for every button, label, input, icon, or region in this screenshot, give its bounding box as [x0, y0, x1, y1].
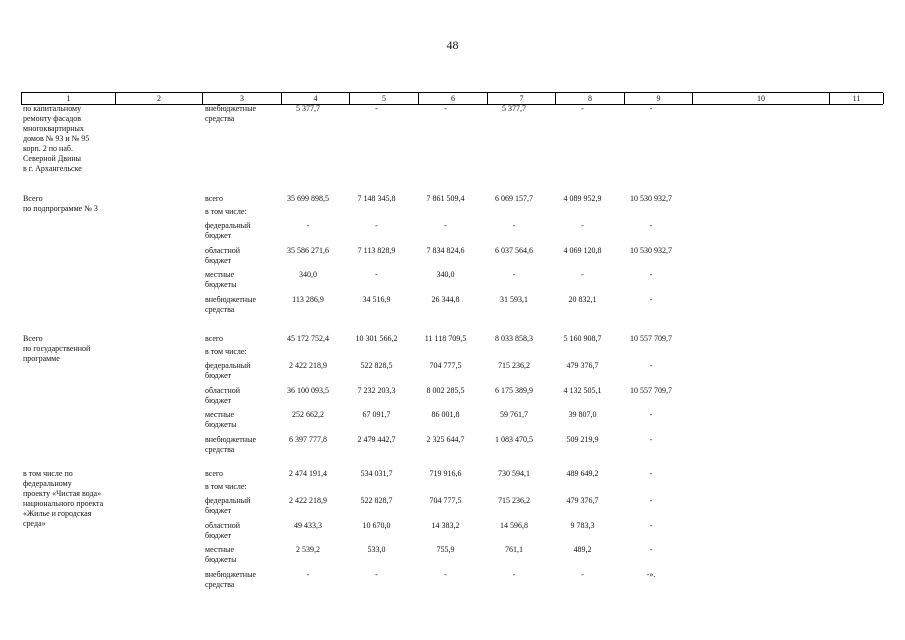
value-cell: - [649, 410, 653, 419]
value-cell: 719 916,6 [429, 469, 462, 478]
value-cell: 49 433,3 [294, 521, 322, 530]
value-cell: 2 325 644,7 [426, 435, 465, 444]
header-cell-2: 2 [115, 93, 202, 104]
value-cell: - [649, 435, 653, 444]
value-cell: 36 100 093,5 [287, 386, 329, 395]
funding-source-label: внебюджетные средства [205, 295, 256, 314]
value-cell: - [581, 570, 584, 579]
section-label: по капитальному ремонту фасадов многоквартирных домов № 93 и № 95 корп. 2 по наб. Северной Двины в г. Архангельске [23, 104, 90, 173]
value-cell: - [375, 270, 378, 279]
value-cell: - [649, 496, 653, 505]
value-cell: - [649, 545, 653, 554]
value-cell: 7 232 203,3 [357, 386, 396, 395]
funding-source-label: федеральный бюджет [205, 221, 251, 240]
value-cell: 8 002 285,5 [426, 386, 465, 395]
funding-source-label: областной бюджет [205, 521, 241, 540]
value-cell: - [306, 221, 310, 230]
value-cell: 533,0 [367, 545, 386, 554]
value-cell: -». [646, 570, 656, 579]
funding-source-label: в том числе: [205, 207, 247, 216]
value-cell: 2 422 218,9 [289, 361, 327, 370]
value-cell: 730 594,1 [498, 469, 530, 478]
value-cell: 35 586 271,6 [287, 246, 329, 255]
section-label: Всего по государственной программе [23, 334, 91, 363]
value-cell: - [512, 270, 516, 279]
value-cell: 755,9 [436, 545, 455, 554]
value-cell: 534 031,7 [360, 469, 393, 478]
funding-source-label: всего [205, 194, 224, 203]
value-cell: 7 148 345,8 [357, 194, 396, 203]
value-cell: 704 777,5 [429, 361, 462, 370]
header-cell-9: 9 [624, 93, 692, 104]
value-cell: 4 132 505,1 [563, 386, 602, 395]
value-cell: 10 557 709,7 [630, 334, 672, 343]
value-cell: - [512, 221, 516, 230]
value-cell: - [649, 521, 653, 530]
value-cell: - [649, 270, 653, 279]
funding-source-label: всего [205, 469, 224, 478]
funding-source-label: местные бюджеты [205, 270, 237, 289]
value-cell: 489,2 [573, 545, 592, 554]
funding-source-label: местные бюджеты [205, 545, 237, 564]
value-cell: 14 596,8 [500, 521, 528, 530]
value-cell: 704 777,5 [429, 496, 462, 505]
value-cell: 86 001,8 [431, 410, 460, 419]
value-cell: 340,0 [436, 270, 455, 279]
value-cell: 4 089 952,9 [563, 194, 602, 203]
value-cell: - [649, 469, 653, 478]
value-cell: 6 175 389,9 [495, 386, 533, 395]
value-cell: 31 593,1 [500, 295, 528, 304]
value-cell: 7 113 828,9 [357, 246, 396, 255]
value-cell: - [649, 361, 653, 370]
value-cell: 340,0 [299, 270, 317, 279]
funding-source-label: федеральный бюджет [205, 361, 251, 380]
value-cell: - [649, 221, 653, 230]
value-cell: 35 699 898,5 [287, 194, 329, 203]
value-cell: 5 377,7 [296, 104, 320, 113]
value-cell: 479 376,7 [566, 496, 599, 505]
value-cell: 6 069 157,7 [495, 194, 533, 203]
value-cell: 45 172 752,4 [287, 334, 329, 343]
funding-source-label: в том числе: [205, 482, 247, 491]
value-cell: 39 807,0 [568, 410, 597, 419]
funding-source-label: внебюджетные средства [205, 435, 256, 454]
funding-source-label: всего [205, 334, 224, 343]
header-cell-1: 1 [21, 93, 115, 104]
funding-source-label: областной бюджет [205, 246, 241, 265]
value-cell: 9 783,3 [570, 521, 595, 530]
value-cell: - [375, 570, 378, 579]
value-cell: 5 377,7 [502, 104, 526, 113]
value-cell: 252 662,2 [292, 410, 324, 419]
funding-source-label: внебюджетные средства [205, 570, 256, 589]
value-cell: 20 832,1 [568, 295, 597, 304]
value-cell: 7 861 509,4 [426, 194, 465, 203]
header-cell-5: 5 [349, 93, 418, 104]
value-cell: 14 383,2 [431, 521, 460, 530]
value-cell: 10 530 932,7 [630, 194, 672, 203]
value-cell: - [649, 104, 653, 113]
value-cell: 10 301 566,2 [355, 334, 398, 343]
value-cell: 10 557 709,7 [630, 386, 672, 395]
header-cell-10: 10 [692, 93, 829, 104]
value-cell: 11 118 709,5 [424, 334, 467, 343]
section-label: Всего по подпрограмме № 3 [23, 194, 98, 213]
value-cell: 113 286,9 [292, 295, 324, 304]
value-cell: 489 649,2 [566, 469, 599, 478]
funding-source-label: в том числе: [205, 347, 247, 356]
value-cell: 479 376,7 [566, 361, 599, 370]
value-cell: 2 479 442,7 [357, 435, 396, 444]
value-cell: - [581, 221, 584, 230]
value-cell: 6 397 777,8 [289, 435, 327, 444]
value-cell: 2 539,2 [296, 545, 320, 554]
funding-source-label: внебюджетные средства [205, 104, 256, 123]
value-cell: - [375, 221, 378, 230]
header-cell-8: 8 [555, 93, 624, 104]
header-cell-7: 7 [487, 93, 555, 104]
value-cell: - [512, 570, 516, 579]
value-cell: 59 761,7 [500, 410, 528, 419]
page-number: 48 [446, 38, 459, 52]
value-cell: - [375, 104, 378, 113]
value-cell: 10 670,0 [362, 521, 391, 530]
header-cell-3: 3 [202, 93, 281, 104]
value-cell: 5 160 908,7 [563, 334, 602, 343]
value-cell: 6 037 564,6 [495, 246, 533, 255]
funding-source-label: местные бюджеты [205, 410, 237, 429]
header-cell-6: 6 [418, 93, 487, 104]
value-cell: - [581, 104, 584, 113]
value-cell: 761,1 [505, 545, 523, 554]
value-cell: - [444, 104, 447, 113]
value-cell: 522 828,7 [360, 496, 393, 505]
section-label: в том числе по федеральному проекту «Чистая вода» национального проекта «Жилье и городская среда» [23, 469, 104, 528]
value-cell: 10 530 932,7 [630, 246, 672, 255]
value-cell: 509 219,9 [566, 435, 599, 444]
value-cell: - [444, 570, 447, 579]
value-cell: - [581, 270, 584, 279]
funding-source-label: федеральный бюджет [205, 496, 251, 515]
value-cell: 34 516,9 [362, 295, 391, 304]
value-cell: - [306, 570, 310, 579]
value-cell: 715 236,2 [498, 361, 530, 370]
value-cell: 2 474 191,4 [289, 469, 327, 478]
value-cell: 26 344,8 [431, 295, 460, 304]
value-cell: 7 834 824,6 [426, 246, 465, 255]
value-cell: - [649, 295, 653, 304]
header-cell-11: 11 [829, 93, 884, 104]
value-cell: 4 069 120,8 [563, 246, 602, 255]
funding-source-label: областной бюджет [205, 386, 241, 405]
value-cell: - [444, 221, 447, 230]
value-cell: 2 422 218,9 [289, 496, 327, 505]
value-cell: 1 083 470,5 [495, 435, 533, 444]
value-cell: 715 236,2 [498, 496, 530, 505]
header-cell-4: 4 [281, 93, 349, 104]
value-cell: 67 091,7 [362, 410, 391, 419]
value-cell: 522 828,5 [360, 361, 393, 370]
value-cell: 8 033 858,3 [495, 334, 533, 343]
